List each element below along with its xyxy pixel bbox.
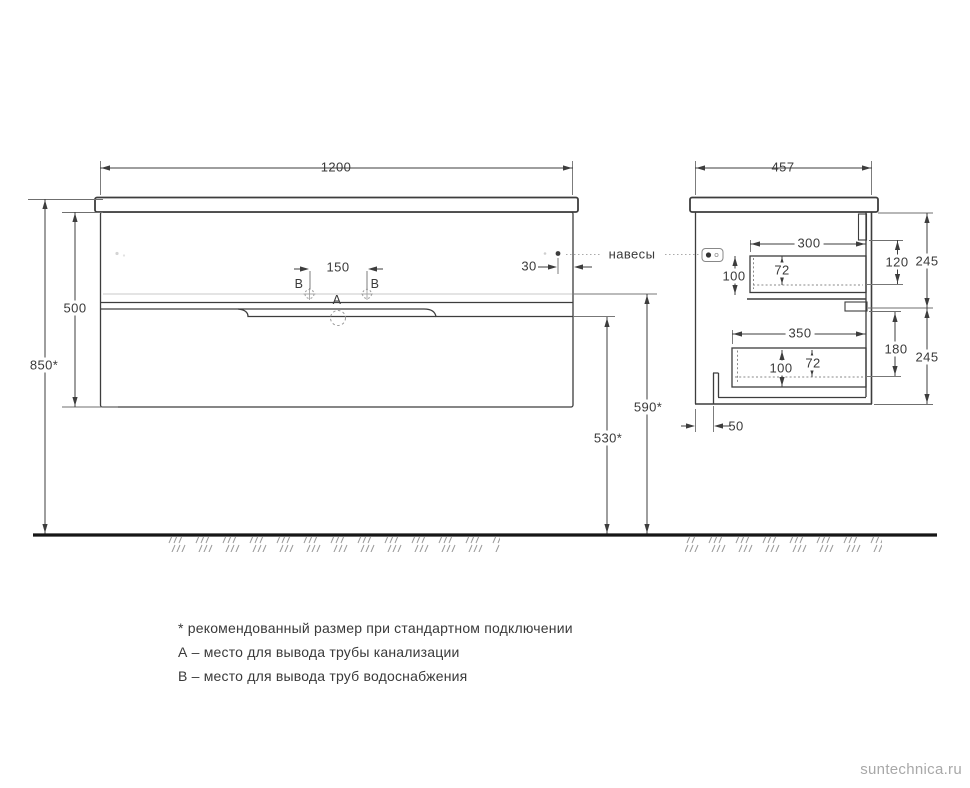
dim-label-front-width: 1200 [320,159,352,175]
dim-label-drain-height: 530* [591,431,625,446]
dim-label-bottom-section: 245 [913,350,942,365]
dim-label-front-clearance: 50 [728,418,744,434]
watermark: suntechnica.ru [860,761,962,778]
dim-label-side-depth: 457 [771,159,795,175]
dim-label-supply-height: 590* [631,400,665,415]
footnote-recommended: * рекомендованный размер при стандартном подключении [178,620,573,636]
marker-drain: А [332,292,342,307]
dim-label-rail-clearance: 120 [883,255,912,270]
dim-label-bottom-drawer-height: 100 [767,361,796,376]
dim-label-bottom-siphon: 72 [802,356,823,371]
dim-label-holes-span: 150 [326,259,350,275]
dim-label-top-drawer-width: 300 [795,236,824,251]
hangers-label: навесы [606,247,659,262]
wall-bracket-icon [702,249,723,262]
dim-label-top-siphon: 72 [771,263,792,278]
dim-label-bottom-drawer-width: 350 [786,326,815,341]
dimension-arrowheads [42,165,929,533]
dim-label-mount-height: 850* [27,358,61,373]
dim-label-top-section: 245 [913,254,942,269]
footnote-supply: В – место для вывода труб водоснабжения [178,668,468,684]
footnote-drain: А – место для вывода трубы канализации [178,644,460,660]
floor-line [33,535,937,552]
dim-label-bracket-clearance: 180 [882,342,911,357]
dim-label-hanger-offset: 30 [521,258,537,274]
dim-label-cabinet-height: 500 [61,301,90,316]
dim-label-top-drawer-height: 100 [720,269,749,284]
hanger-dots [115,251,560,257]
marker-supply-right: В [370,276,380,291]
marker-supply-left: В [294,276,304,291]
